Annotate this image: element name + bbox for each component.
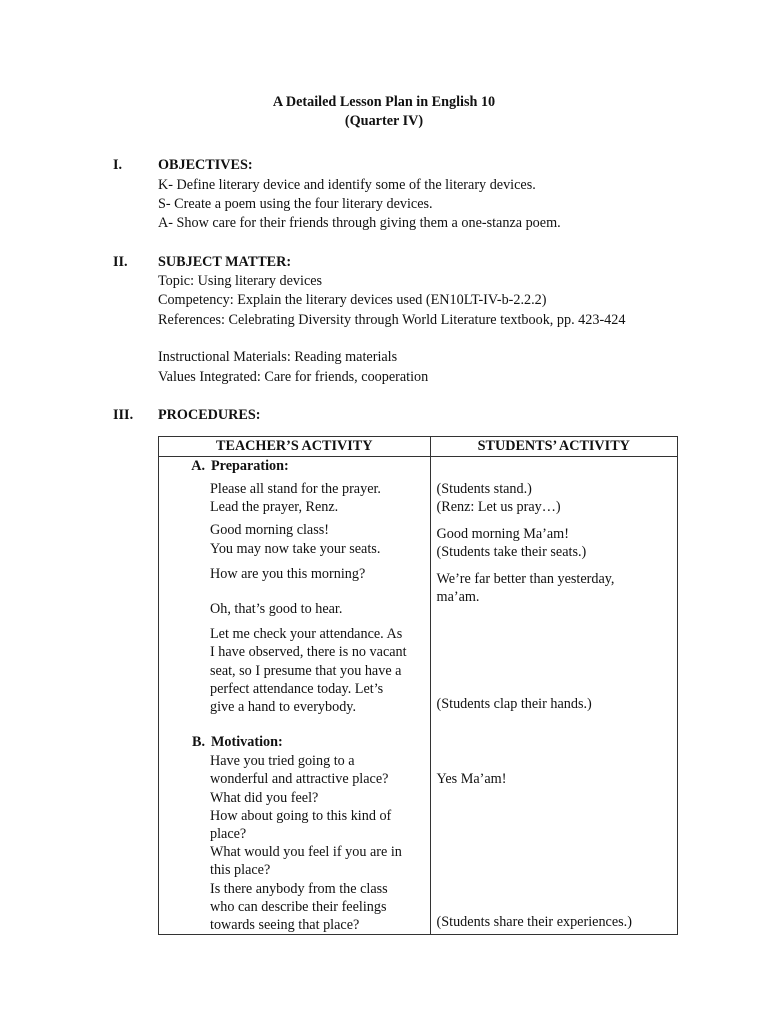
table-body-row [159, 457, 678, 935]
teacher-line: What did you feel? [210, 789, 319, 806]
teacher-line: How about going to this kind of [210, 807, 392, 824]
table-header-row [159, 437, 678, 457]
topic-line: Topic: Using literary devices [158, 273, 323, 289]
preparation-label: Preparation: [211, 458, 289, 474]
teacher-line: I have observed, there is no vacant [210, 644, 407, 661]
teacher-line: Have you tried going to a [210, 753, 355, 770]
procedures-number: III. [113, 407, 134, 423]
objective-skill: S- Create a poem using the four literary devices. [158, 196, 433, 212]
teacher-line: perfect attendance today. Let’s [210, 680, 384, 697]
document-subtitle: (Quarter IV) [344, 113, 424, 129]
teacher-activity-cell [159, 457, 431, 935]
references-line: References: Celebrating Diversity through World Literature textbook, pp. 423-424 [158, 312, 626, 328]
motivation-label: Motivation: [211, 734, 283, 751]
student-line: (Students take their seats.) [436, 544, 587, 560]
student-line: (Renz: Let us pray…) [436, 499, 561, 515]
teacher-line: Lead the prayer, Renz. [210, 499, 339, 516]
teacher-line: this place? [210, 862, 271, 879]
objectives-heading: OBJECTIVES: [158, 157, 253, 173]
values-line: Values Integrated: Care for friends, cooperation [158, 369, 429, 385]
teacher-line: give a hand to everybody. [210, 699, 357, 716]
teacher-line: How are you this morning? [210, 565, 366, 582]
teacher-line: Good morning class! [210, 522, 330, 539]
motivation-heading [159, 733, 430, 752]
procedures-table [158, 436, 678, 935]
subject-matter-heading: SUBJECT MATTER: [158, 254, 292, 270]
teacher-line: Let me check your attendance. As [210, 626, 403, 643]
teacher-line: You may now take your seats. [210, 540, 381, 557]
preparation-heading [159, 457, 430, 476]
student-line: We’re far better than yesterday, [436, 571, 615, 587]
teacher-line: towards seeing that place? [210, 917, 360, 934]
student-line: (Students stand.) [436, 481, 532, 497]
objective-attitude: A- Show care for their friends through giving them a one-stanza poem. [158, 215, 561, 231]
teacher-line: What would you feel if you are in [210, 844, 402, 861]
objectives-number: I. [113, 157, 123, 173]
teacher-line: who can describe their feelings [210, 898, 387, 915]
teacher-activity-header: TEACHER’S ACTIVITY [159, 437, 431, 457]
student-line: (Students clap their hands.) [436, 696, 592, 712]
student-line: Yes Ma’am! [436, 771, 507, 787]
teacher-line: Is there anybody from the class [210, 880, 388, 897]
teacher-line: wonderful and attractive place? [210, 771, 389, 788]
teacher-line: place? [210, 826, 247, 843]
motivation-letter: B. [191, 734, 205, 751]
competency-line: Competency: Explain the literary devices used (EN10LT-IV-b-2.2.2) [158, 292, 547, 308]
preparation-letter: A. [191, 458, 205, 474]
students-activity-cell [430, 457, 677, 935]
teacher-line: seat, so I presume that you have a [210, 662, 402, 679]
students-activity-header: STUDENTS’ ACTIVITY [430, 437, 677, 457]
procedures-heading: PROCEDURES: [158, 407, 261, 423]
document-title: A Detailed Lesson Plan in English 10 [272, 94, 496, 110]
subject-matter-number: II. [113, 254, 128, 270]
teacher-line: Please all stand for the prayer. [210, 481, 381, 497]
teacher-line: Oh, that’s good to hear. [210, 601, 343, 618]
materials-line: Instructional Materials: Reading materials [158, 349, 398, 365]
student-line: (Students share their experiences.) [436, 914, 632, 930]
student-line: ma’am. [436, 589, 480, 605]
student-line: Good morning Ma’am! [436, 526, 569, 542]
objective-knowledge: K- Define literary device and identify some of the literary devices. [158, 177, 536, 193]
